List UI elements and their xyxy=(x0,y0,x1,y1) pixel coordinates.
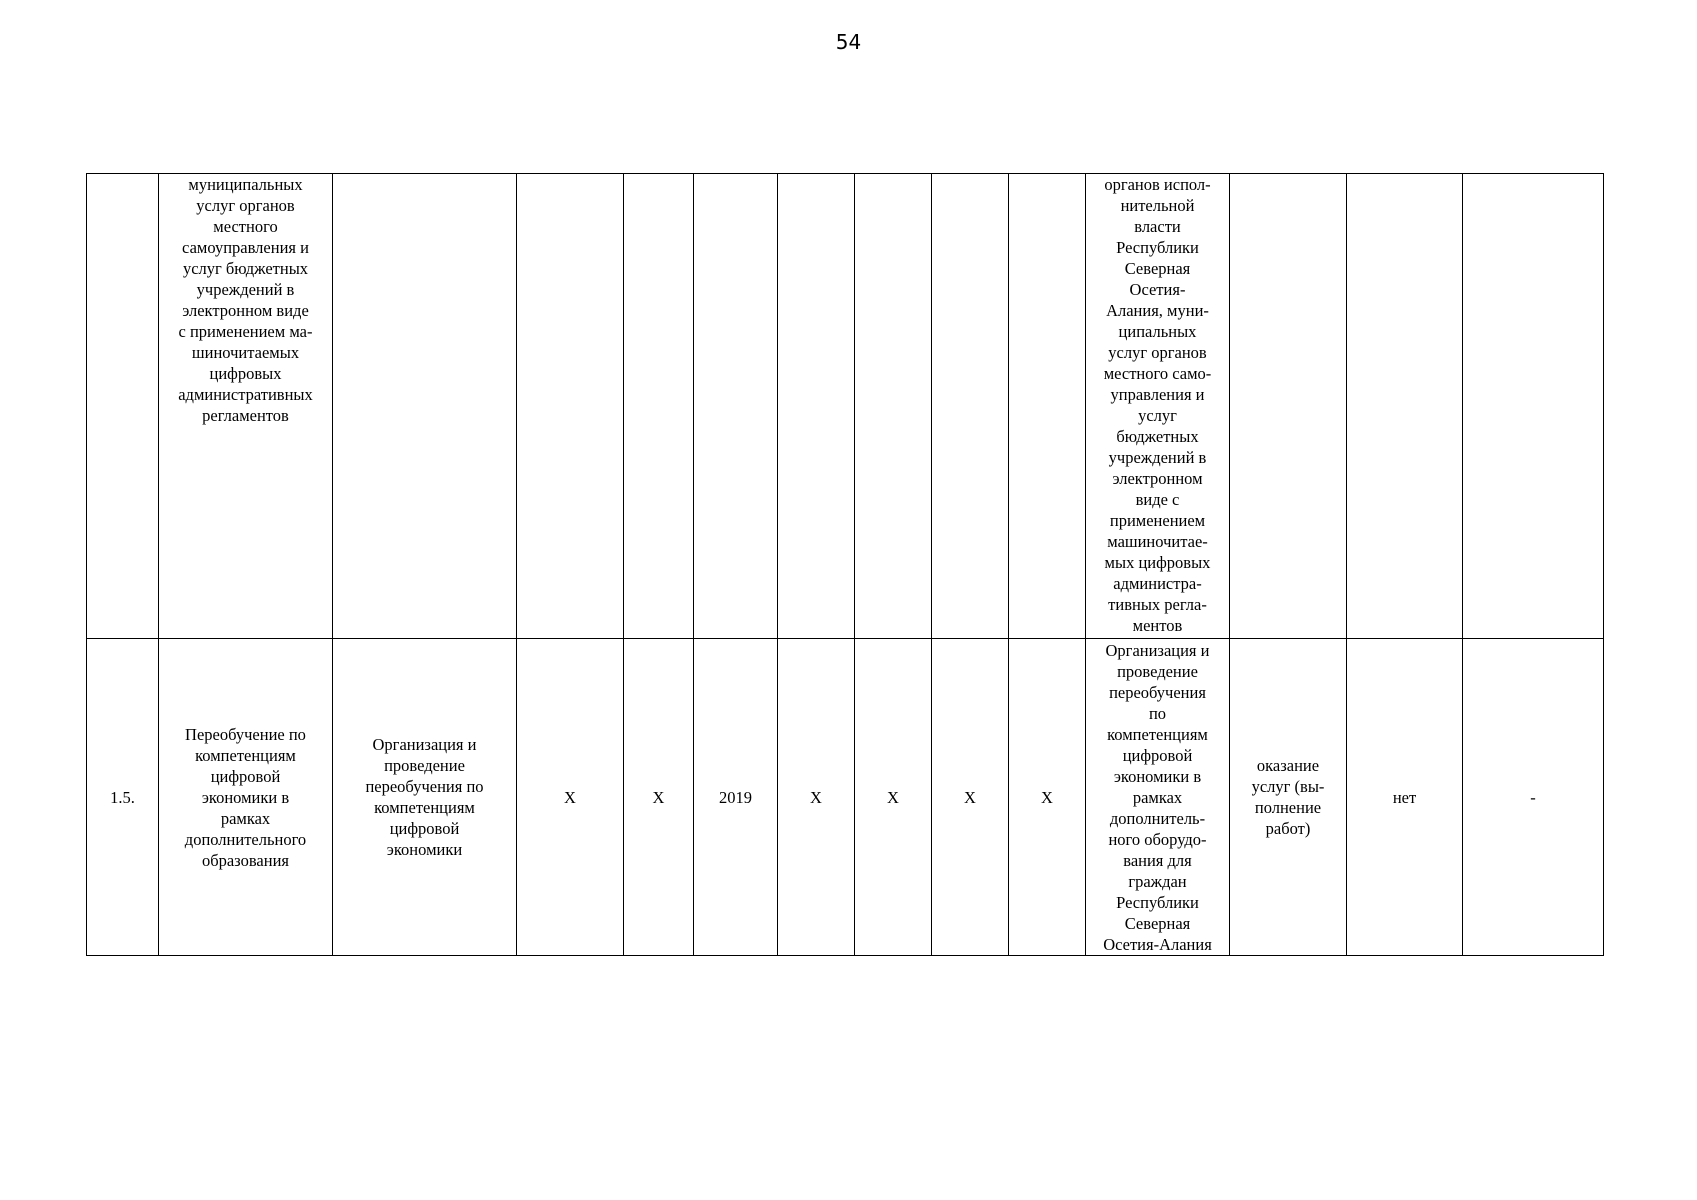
cell-col7: X xyxy=(778,639,855,956)
cell-name: Переобучение по компетенциям цифровой экономики в рамках дополнительного образования xyxy=(159,639,333,956)
cell-col7 xyxy=(778,174,855,639)
cell-link xyxy=(1463,174,1604,639)
cell-col9: X xyxy=(932,639,1009,956)
cell-number: 1.5. xyxy=(87,639,159,956)
cell-link: - xyxy=(1463,639,1604,956)
cell-event: Организация и проведение переобучения по компетенциям цифровой экономики xyxy=(333,639,517,956)
cell-col5 xyxy=(624,174,694,639)
cell-type xyxy=(1230,174,1347,639)
cell-col8: X xyxy=(855,639,932,956)
table-row xyxy=(87,639,1604,956)
cell-result: органов испол- нительной власти Республики Северная Осетия- Алания, муни- ципальных услуг органов местного само- управления и услуг бюджетных учреждений в электронном виде с применением машиночитае- мых цифровых администра- тивных регла- ментов xyxy=(1086,174,1230,639)
cell-event xyxy=(333,174,517,639)
cell-col6 xyxy=(694,174,778,639)
cell-name: муниципальных услуг органов местного самоуправления и услуг бюджетных учреждений в электронном виде с применением ма- шиночитаемых цифровых административных регламентов xyxy=(159,174,333,639)
cell-col6: 2019 xyxy=(694,639,778,956)
cell-flag: нет xyxy=(1347,639,1463,956)
page-number: 54 xyxy=(835,30,862,54)
cell-col4: X xyxy=(517,639,624,956)
cell-col9 xyxy=(932,174,1009,639)
cell-col5: X xyxy=(624,639,694,956)
cell-number xyxy=(87,174,159,639)
cell-flag xyxy=(1347,174,1463,639)
cell-col8 xyxy=(855,174,932,639)
program-table xyxy=(86,173,1604,956)
table-row xyxy=(87,174,1604,639)
cell-col10 xyxy=(1009,174,1086,639)
cell-result: Организация и проведение переобучения по компетенциям цифровой экономики в рамках дополнитель- ного оборудо- вания для граждан Республики Северная Осетия-Алания xyxy=(1086,639,1230,956)
cell-type: оказание услуг (вы- полнение работ) xyxy=(1230,639,1347,956)
cell-col4 xyxy=(517,174,624,639)
cell-col10: X xyxy=(1009,639,1086,956)
